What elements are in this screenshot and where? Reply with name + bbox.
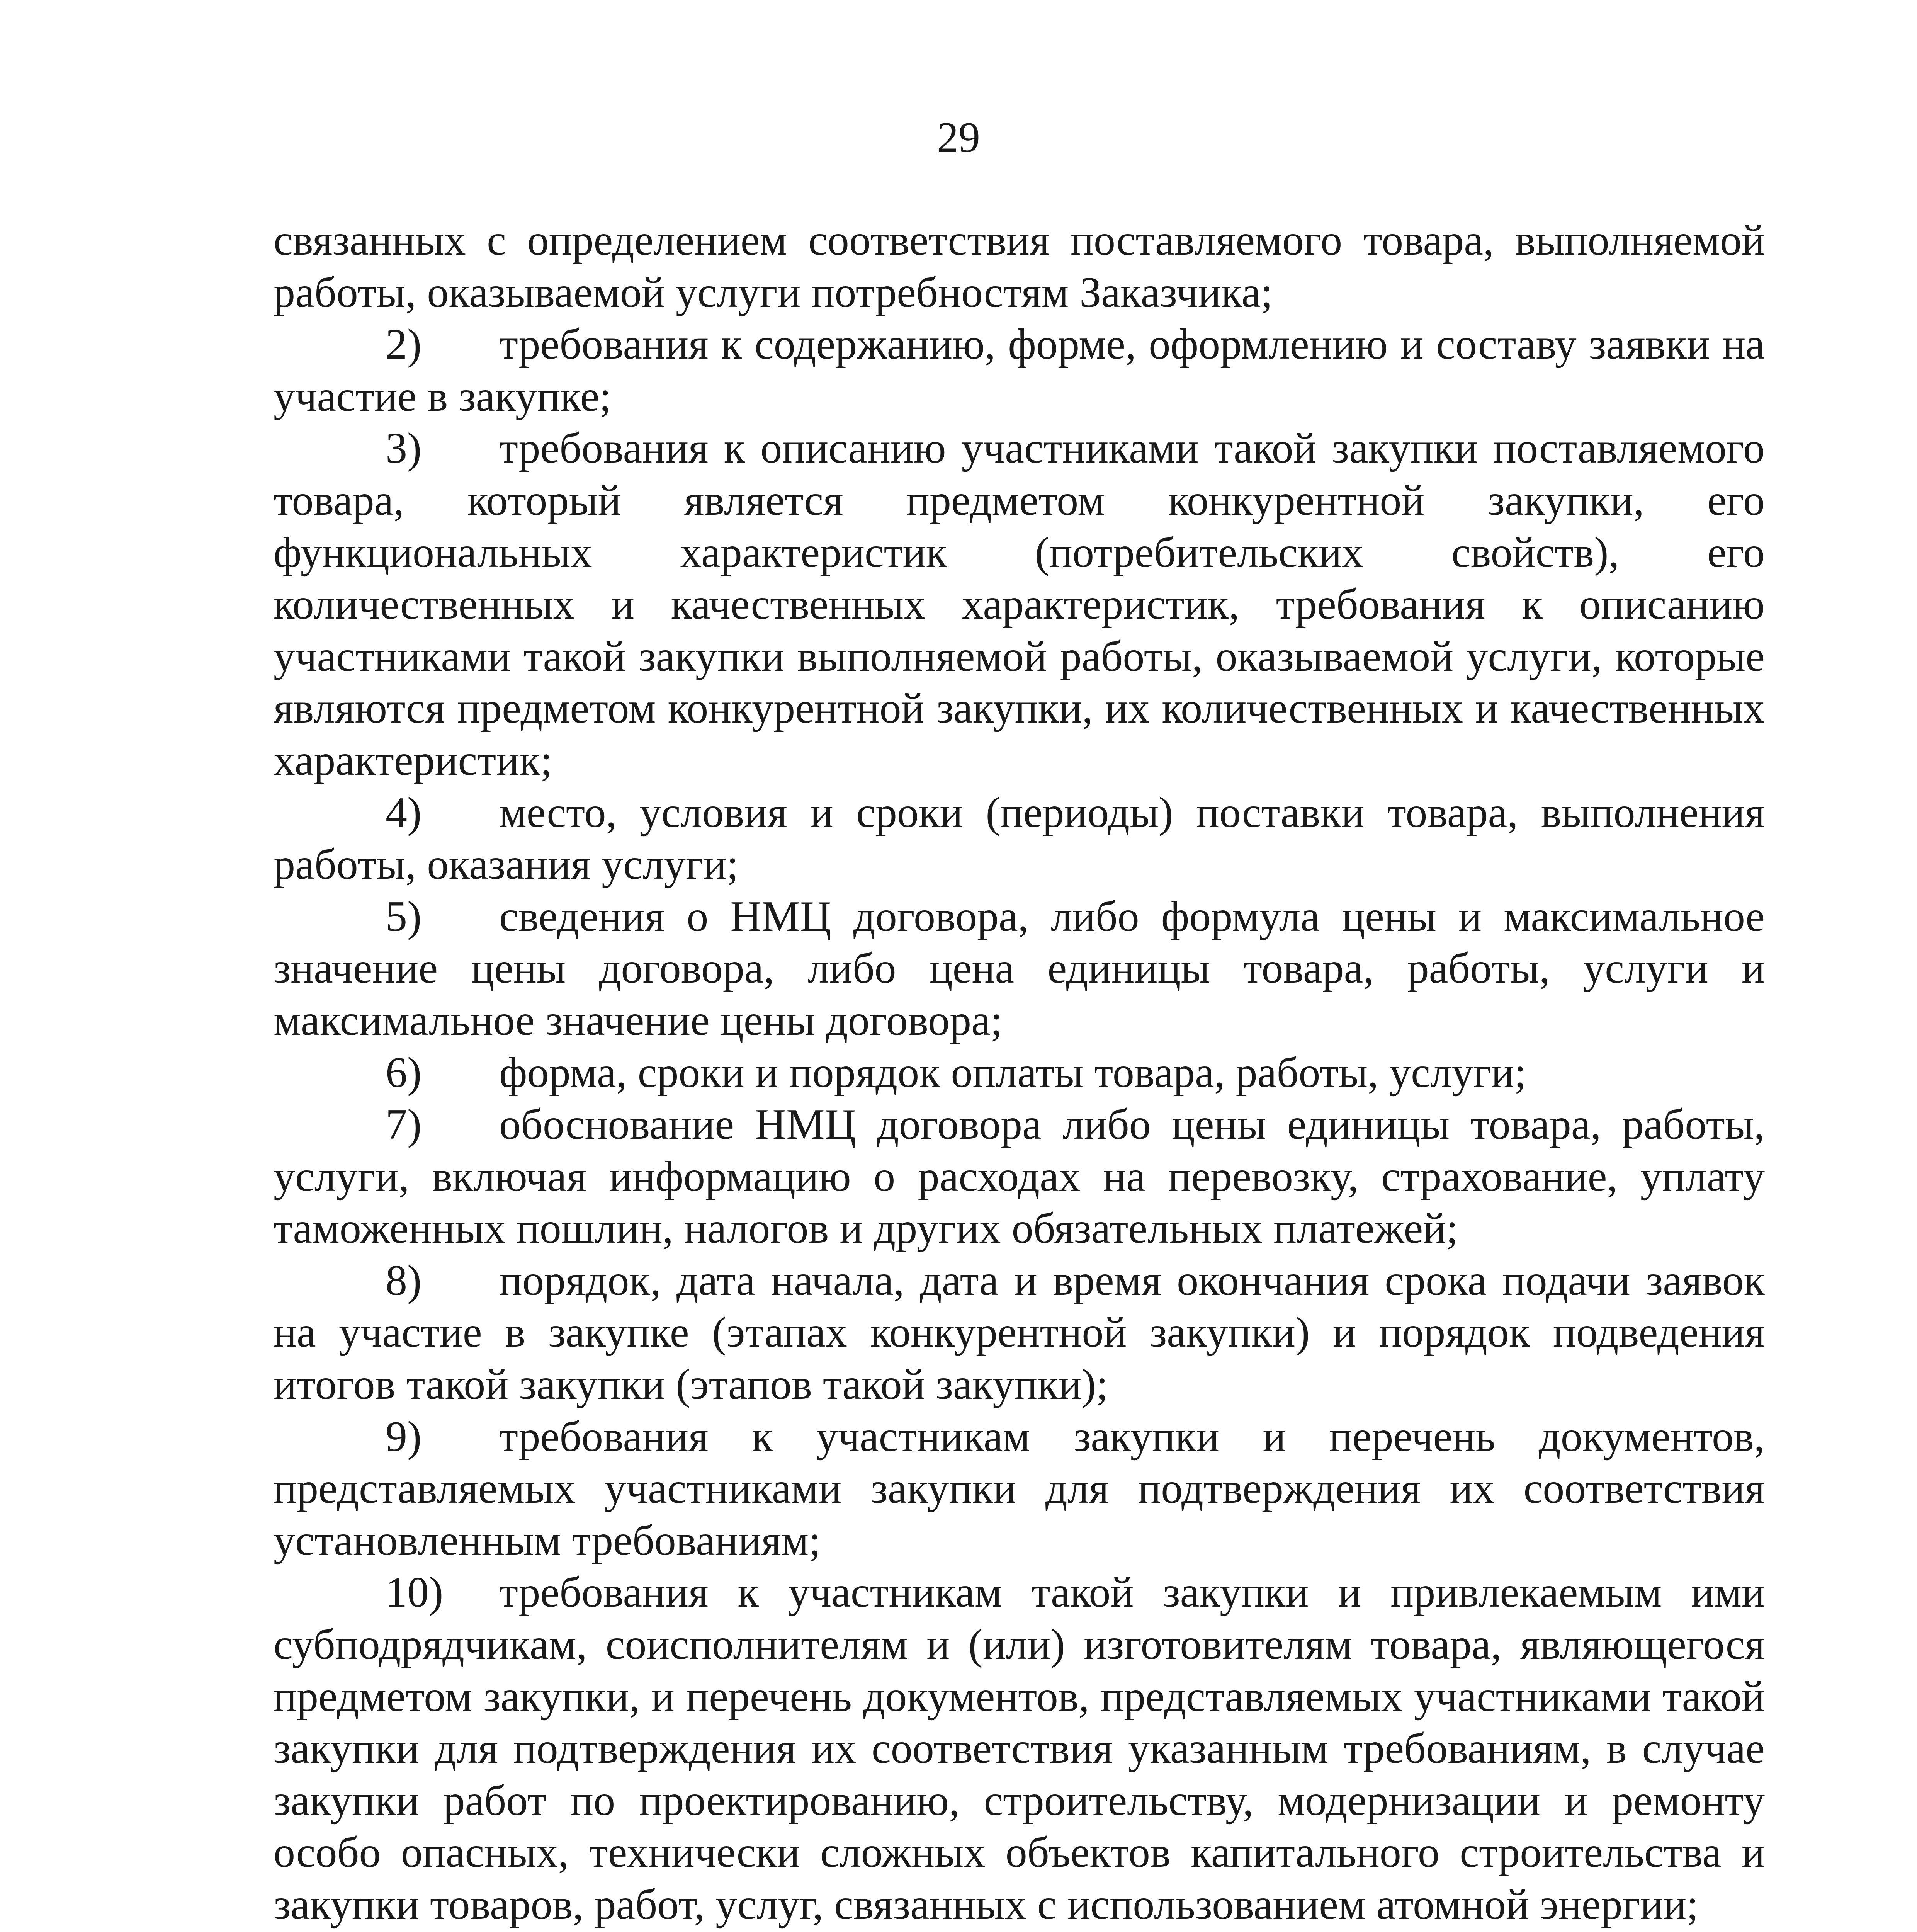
list-item-text: форма, сроки и порядок оплаты товара, работы, услуги; <box>499 1048 1526 1097</box>
list-item-number: 7) <box>386 1100 422 1149</box>
list-item-number: 3) <box>386 424 422 473</box>
list-item-number <box>386 1931 499 1932</box>
intro-paragraph: связанных с определением соответствия поставляемого товара, выполняемой работы, оказываемой услуги потребностям Заказчика; <box>274 216 1765 316</box>
list-item <box>274 318 1765 422</box>
list-item <box>274 1099 1765 1255</box>
list-item-text: порядок, дата начала, дата и время окончания срока подачи заявок на участие в закупке (этапах конкурентной закупки) и порядок подведения итогов такой закупки (этапов такой закупки); <box>274 1256 1765 1409</box>
document-body <box>274 214 1765 1932</box>
list-item-text: место, условия и сроки (периоды) поставки товара, выполнения работы, оказания услуги; <box>274 788 1765 889</box>
list-item-number: 10) <box>386 1568 444 1617</box>
list-item-number: 6) <box>386 1048 422 1097</box>
page-number: 29 <box>937 114 980 162</box>
list-item <box>274 1255 1765 1411</box>
list-item-number: 9) <box>386 1412 422 1461</box>
list-item-text: требования к содержанию, форме, оформлению и составу заявки на участие в закупке; <box>274 320 1765 420</box>
list-item <box>274 891 1765 1047</box>
list-item-number: 2) <box>386 320 422 369</box>
list-item <box>274 422 1765 786</box>
requirements-list <box>274 318 1765 1932</box>
list-item-text: требования к участникам закупки и перечень документов, представляемых участниками закупки для подтверждения их соответствия установленным требованиям; <box>274 1412 1765 1565</box>
list-item <box>274 787 1765 891</box>
list-item-text: требования к участникам такой закупки и привлекаемым ими субподрядчикам, соисполнителям и (или) изготовителям товара, являющегося предметом закупки, и перечень документов, представляемых участниками такой закупки для подтверждения их соответствия указанным требованиям, в случае закупки работ по проектированию, строительству, модернизации и ремонту особо опасных, технически сложных объектов капитального строительства и закупки товаров, работ, услуг, связанных с использованием атомной энергии; <box>274 1568 1765 1929</box>
list-item <box>274 1411 1765 1567</box>
list-item-number: 4) <box>386 788 422 837</box>
list-item <box>274 1047 1765 1099</box>
list-item-text: сведения о НМЦ договора, либо формула цены и максимальное значение цены договора, либо цена единицы товара, работы, услуги и максимальное значение цены договора; <box>274 892 1765 1044</box>
list-item-number: 8) <box>386 1256 422 1304</box>
list-item-text: обоснование НМЦ договора либо цены единицы товара, работы, услуги, включая информацию о расходах на перевозку, страхование, уплату таможенных пошлин, налогов и других обязательных платежей; <box>274 1100 1765 1253</box>
list-item-number: 5) <box>386 892 422 940</box>
list-item <box>274 1566 1765 1930</box>
list-item <box>274 1931 1765 1932</box>
list-item-text: требования к описанию участниками такой закупки поставляемого товара, который является предметом конкурентной закупки, его функциональных характеристик (потребительских свойств), его количественных и качественных характеристик, требования к описанию участниками такой закупки выполняемой работы, оказываемой услуги, которые являются предметом конкурентной закупки, их количественных и качественных характеристик; <box>274 424 1765 784</box>
